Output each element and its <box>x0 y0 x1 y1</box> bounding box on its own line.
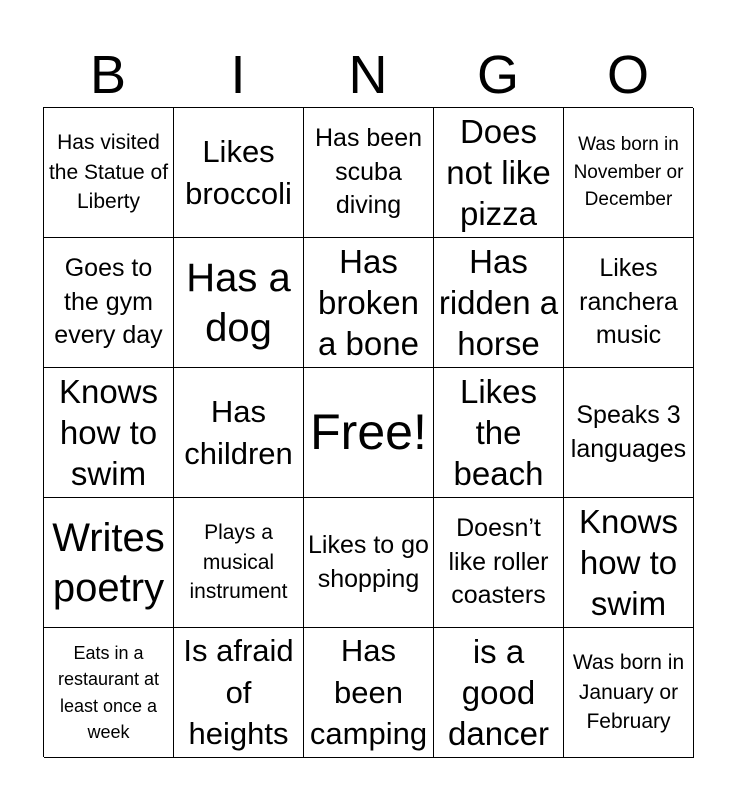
bingo-cell[interactable] <box>174 368 304 498</box>
bingo-cell[interactable] <box>44 498 174 628</box>
cell-text: Has ridden a horse <box>438 242 559 363</box>
cell-text: Speaks 3 languages <box>570 400 687 463</box>
bingo-cell[interactable] <box>44 108 174 238</box>
bingo-cell[interactable] <box>434 368 564 498</box>
cell-text: Has been scuba diving <box>314 123 423 220</box>
bingo-cell[interactable] <box>434 498 564 628</box>
header-letter-i: I <box>230 45 246 105</box>
cell-text: Has a dog <box>186 255 291 350</box>
cell-text: Was born in January or February <box>572 651 685 734</box>
bingo-cell[interactable] <box>174 498 304 628</box>
bingo-cell[interactable] <box>434 108 564 238</box>
cell-text: Knows how to swim <box>58 372 159 493</box>
cell-text: Writes poetry <box>52 515 165 610</box>
cell-text: Has broken a bone <box>318 242 419 363</box>
header-letter-g: G <box>476 45 519 105</box>
bingo-cell[interactable] <box>564 238 694 368</box>
bingo-cell[interactable] <box>304 498 434 628</box>
cell-text: Has visited the Statue of Liberty <box>48 131 169 214</box>
cell-text: Likes ranchera music <box>579 253 678 350</box>
bingo-cell[interactable] <box>174 238 304 368</box>
bingo-cell[interactable] <box>304 238 434 368</box>
bingo-cell[interactable] <box>564 498 694 628</box>
bingo-cell[interactable] <box>174 108 304 238</box>
free-space-cell[interactable] <box>304 368 434 498</box>
bingo-cell[interactable] <box>304 108 434 238</box>
cell-text: Free! <box>310 404 427 460</box>
bingo-cell[interactable] <box>434 238 564 368</box>
bingo-cell[interactable] <box>44 628 174 758</box>
bingo-cell[interactable] <box>44 238 174 368</box>
cell-text: Likes to go shopping <box>308 530 429 593</box>
cell-text: Eats in a restaurant at least once a week <box>57 643 160 742</box>
bingo-cell[interactable] <box>304 628 434 758</box>
bingo-cell[interactable] <box>434 628 564 758</box>
cell-text: Knows how to swim <box>578 502 679 623</box>
header-letter-n: N <box>348 45 388 105</box>
cell-text: is a good dancer <box>448 632 549 753</box>
cell-text: Plays a musical instrument <box>189 521 288 604</box>
bingo-cell[interactable] <box>564 108 694 238</box>
header-letter-o: O <box>606 45 649 105</box>
bingo-board <box>43 107 693 757</box>
cell-text: Has children <box>184 393 293 471</box>
cell-text: Likes broccoli <box>185 133 292 211</box>
header-letter-b: B <box>89 45 127 105</box>
bingo-cell[interactable] <box>564 628 694 758</box>
cell-text: Has been camping <box>309 632 428 752</box>
bingo-cell[interactable] <box>564 368 694 498</box>
cell-text: Is afraid of heights <box>183 632 294 752</box>
bingo-header <box>43 44 693 106</box>
cell-text: Was born in November or December <box>573 134 684 211</box>
cell-text: Likes the beach <box>453 372 544 493</box>
cell-text: Does not like pizza <box>446 112 551 233</box>
bingo-cell[interactable] <box>174 628 304 758</box>
bingo-cell[interactable] <box>44 368 174 498</box>
cell-text: Goes to the gym every day <box>54 253 163 350</box>
cell-text: Doesn’t like roller coasters <box>448 513 549 610</box>
